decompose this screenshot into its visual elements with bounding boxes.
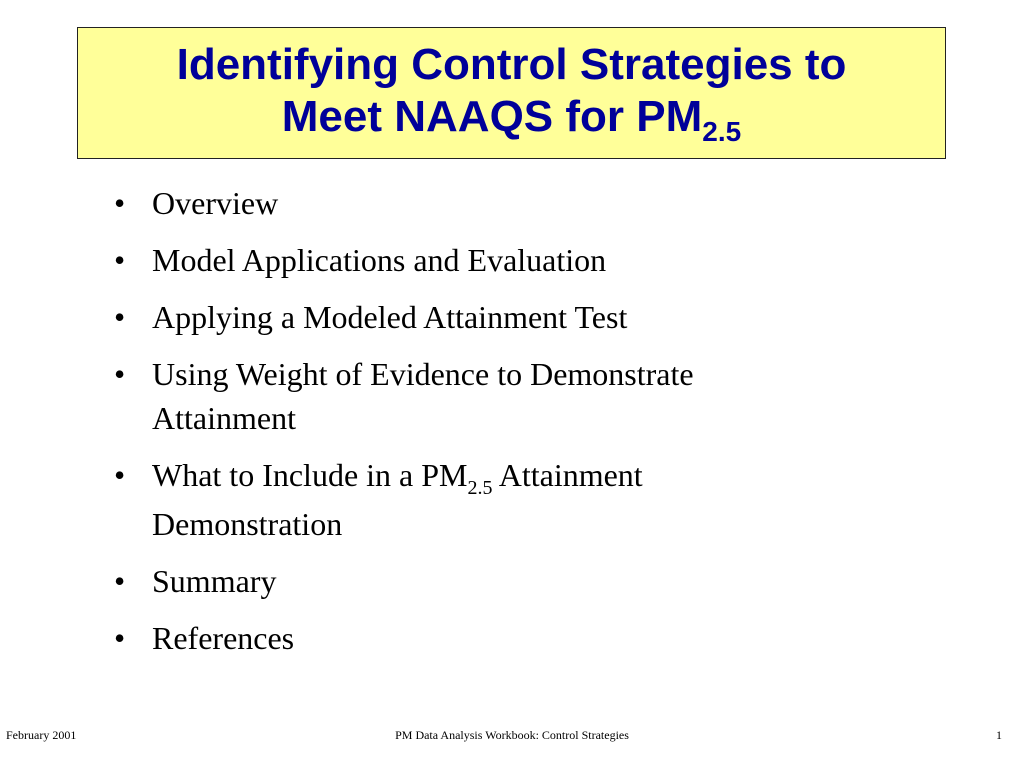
- bullet-subscript: 2.5: [467, 477, 493, 499]
- bullet-item-model-applications: [112, 238, 902, 282]
- bullet-text: Summary: [152, 563, 277, 599]
- bullet-text-line-2: Attainment: [152, 400, 296, 436]
- bullet-text: Overview: [152, 185, 279, 221]
- bullet-list: [112, 181, 902, 673]
- bullet-glyph: •: [114, 620, 126, 656]
- bullet-item-summary: [112, 559, 902, 603]
- bullet-glyph: •: [114, 242, 126, 278]
- title-line-1: Identifying Control Strategies to: [176, 39, 847, 89]
- bullet-item-weight-of-evidence: [112, 352, 902, 440]
- bullet-text: Applying a Modeled Attainment Test: [152, 299, 628, 335]
- bullet-text: Model Applications and Evaluation: [152, 242, 607, 278]
- bullet-item-overview: [112, 181, 902, 225]
- title-subscript: 2.5: [702, 115, 742, 147]
- footer-date: February 2001: [6, 728, 77, 742]
- bullet-text-line-1: Using Weight of Evidence to Demonstrate: [152, 356, 694, 392]
- footer-title: PM Data Analysis Workbook: Control Strategies: [395, 728, 629, 742]
- bullet-item-references: [112, 616, 902, 660]
- bullet-text: References: [152, 620, 295, 656]
- slide-title: [177, 39, 847, 148]
- bullet-text-pre: What to Include in a PM: [152, 457, 468, 493]
- bullet-glyph: •: [114, 299, 126, 335]
- bullet-item-what-to-include: [112, 453, 902, 546]
- bullet-glyph: •: [114, 185, 126, 221]
- bullet-text-line-2: Demonstration: [152, 506, 343, 542]
- title-line-2: Meet NAAQS for PM: [281, 91, 703, 141]
- title-box: [77, 27, 946, 159]
- bullet-glyph: •: [114, 457, 126, 493]
- bullet-glyph: •: [114, 563, 126, 599]
- footer-page-number: 1: [996, 728, 1002, 742]
- bullet-text-post: Attainment: [492, 457, 643, 493]
- bullet-item-attainment-test: [112, 295, 902, 339]
- bullet-glyph: •: [114, 356, 126, 392]
